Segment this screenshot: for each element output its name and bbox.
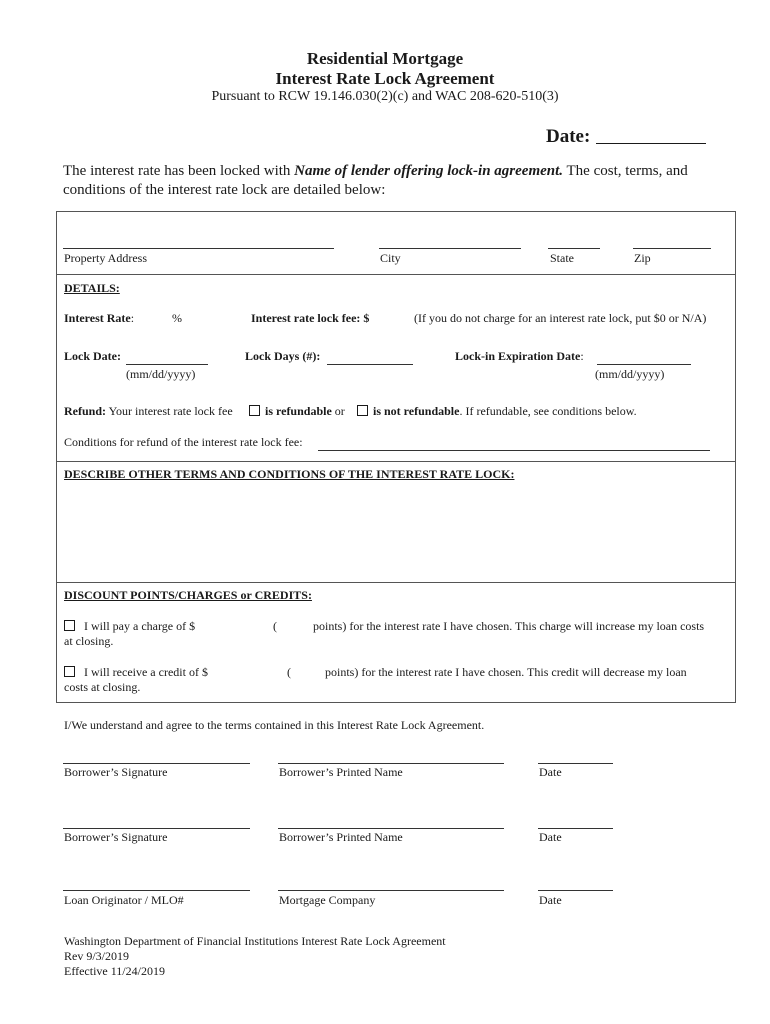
details-heading: DETAILS: (64, 281, 120, 295)
lock-date-label: Lock Date: (64, 349, 121, 363)
expiration-label: Lock-in Expiration Date: (455, 349, 584, 363)
lock-fee-note: (If you do not charge for an interest rate lock, put $0 or N/A) (414, 311, 707, 325)
lock-date-field[interactable] (126, 364, 208, 365)
footer-effective-date: Effective 11/24/2019 (64, 964, 165, 978)
property-address-label: Property Address (64, 251, 147, 265)
agreement-statement: I/We understand and agree to the terms contained in this Interest Rate Lock Agreement. (64, 718, 485, 732)
lock-date-format: (mm/dd/yyyy) (126, 367, 196, 381)
refundable-label: is refundable (265, 404, 332, 418)
pay-charge-points-text: points) for the interest rate I have chosen. This charge will increase my loan costs (313, 619, 705, 633)
not-refundable-checkbox[interactable] (357, 405, 368, 416)
borrower-signature-label: Borrower’s Signature (64, 830, 168, 844)
form-subtitle: Interest Rate Lock Agreement (275, 69, 495, 88)
refundable-checkbox[interactable] (249, 405, 260, 416)
refund-conditions-field[interactable] (318, 450, 710, 451)
date-label: Date: (546, 126, 591, 147)
borrower-signature-field[interactable] (63, 828, 250, 829)
receive-credit-text: I will receive a credit of $ (84, 665, 208, 679)
receive-credit-points-text: points) for the interest rate I have chosen. This credit will decrease my loan (325, 665, 687, 679)
borrower-signature-field[interactable] (63, 763, 250, 764)
section-divider (56, 274, 736, 275)
state-label: State (550, 251, 574, 265)
expiration-date-format: (mm/dd/yyyy) (595, 367, 665, 381)
loan-originator-field[interactable] (63, 890, 250, 891)
lock-days-label: Lock Days (#): (245, 349, 321, 363)
zip-field[interactable] (633, 248, 711, 249)
loan-originator-label: Loan Originator / MLO# (64, 893, 184, 907)
interest-rate-label: Interest Rate: (64, 311, 135, 325)
refund-row: Refund: Your interest rate lock fee (64, 404, 233, 418)
refund-conditions-label: Conditions for refund of the interest rate lock fee: (64, 435, 303, 449)
form-title: Residential Mortgage (306, 49, 464, 68)
date-field[interactable] (596, 143, 706, 144)
pay-charge-text: I will pay a charge of $ (84, 619, 196, 633)
receive-credit-checkbox[interactable] (64, 666, 75, 677)
date-label: Date (539, 830, 562, 844)
signature-date-field[interactable] (538, 763, 613, 764)
lock-days-field[interactable] (327, 364, 413, 365)
borrower-printed-name-label: Borrower’s Printed Name (279, 765, 403, 779)
state-field[interactable] (548, 248, 600, 249)
city-field[interactable] (379, 248, 521, 249)
signature-date-field[interactable] (538, 828, 613, 829)
date-label: Date (539, 893, 562, 907)
borrower-printed-name-field[interactable] (278, 763, 504, 764)
section-divider (56, 582, 736, 583)
date-label: Date (539, 765, 562, 779)
not-refundable-label: is not refundable (373, 404, 460, 418)
terms-text-area[interactable] (60, 485, 732, 579)
mortgage-company-label: Mortgage Company (279, 893, 376, 907)
property-address-field[interactable] (63, 248, 334, 249)
borrower-printed-name-label: Borrower’s Printed Name (279, 830, 403, 844)
section-divider (56, 461, 736, 462)
city-label: City (380, 251, 401, 265)
percent-sign: % (172, 311, 182, 325)
lock-fee-label: Interest rate lock fee: $ (251, 311, 370, 325)
discount-heading: DISCOUNT POINTS/CHARGES or CREDITS: (64, 588, 312, 602)
terms-heading: DESCRIBE OTHER TERMS AND CONDITIONS OF THE INTEREST RATE LOCK: (64, 467, 515, 481)
borrower-printed-name-field[interactable] (278, 828, 504, 829)
expiration-date-field[interactable] (597, 364, 691, 365)
footer-agency: Washington Department of Financial Institutions Interest Rate Lock Agreement (64, 934, 446, 948)
pay-charge-checkbox[interactable] (64, 620, 75, 631)
intro-paragraph: The interest rate has been locked with Name of lender offering lock-in agreement. The cost, terms, and conditions of the interest rate lock are detailed below: (63, 163, 688, 198)
statute-reference: Pursuant to RCW 19.146.030(2)(c) and WAC 208-620-510(3) (211, 89, 559, 104)
borrower-signature-label: Borrower’s Signature (64, 765, 168, 779)
lender-name-placeholder[interactable]: Name of lender offering lock-in agreement. (294, 163, 564, 179)
signature-date-field[interactable] (538, 890, 613, 891)
footer-revision: Rev 9/3/2019 (64, 949, 129, 963)
zip-label: Zip (634, 251, 651, 265)
mortgage-company-field[interactable] (278, 890, 504, 891)
refund-label: Refund: (64, 404, 107, 418)
